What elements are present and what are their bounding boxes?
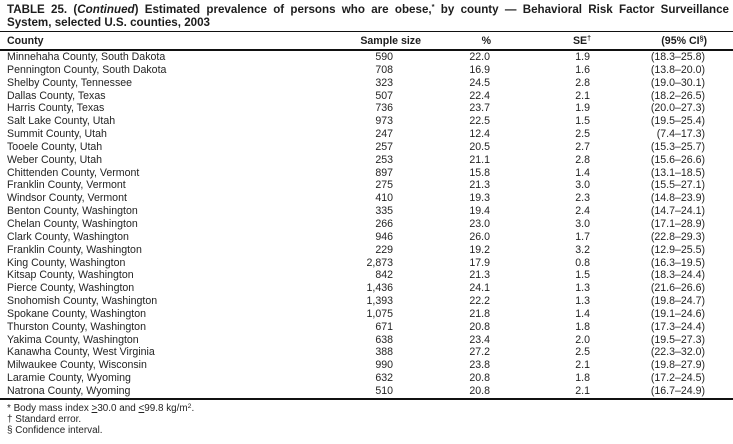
table-row <box>0 385 733 399</box>
ci-cell: (18.3–25.8) <box>650 51 705 63</box>
ci-cell: (16.7–24.9) <box>650 384 705 397</box>
sample-size-cell: 1,075 <box>366 307 393 320</box>
county-cell: Dallas County, Texas <box>7 89 106 102</box>
county-cell: Thurston County, Washington <box>7 320 146 333</box>
prevalence-table <box>0 31 733 400</box>
ci-label-close: ) <box>703 34 707 47</box>
se-cell: 2.8 <box>575 76 590 89</box>
sample-size-cell: 590 <box>375 51 393 63</box>
percent-cell: 19.3 <box>469 192 490 205</box>
asterisk-marker: * <box>7 402 11 414</box>
table-title-line2: System, selected U.S. counties, 2003 <box>7 16 210 29</box>
ci-cell: (14.8–23.9) <box>650 192 705 205</box>
title-continued-label: Continued <box>77 3 135 16</box>
footnote-text: Confidence interval. <box>12 425 103 437</box>
percent-cell: 19.2 <box>469 243 490 256</box>
sample-size-cell: 388 <box>375 346 393 359</box>
sample-size-cell: 1,393 <box>366 295 393 308</box>
dagger-marker: † <box>7 414 13 426</box>
ci-cell: (14.7–24.1) <box>650 205 705 218</box>
se-cell: 3.0 <box>575 179 590 192</box>
title-footnote-marker: * <box>431 2 435 11</box>
table-title-line1 <box>7 3 729 16</box>
se-cell: 2.8 <box>575 153 590 166</box>
ci-cell: (22.8–29.3) <box>650 230 705 243</box>
ci-cell: (19.8–24.7) <box>650 295 705 308</box>
se-cell: 1.6 <box>575 63 590 76</box>
sample-size-cell: 410 <box>375 192 393 205</box>
table-header <box>0 32 733 51</box>
se-cell: 1.3 <box>575 282 590 295</box>
se-cell: 1.3 <box>575 295 590 308</box>
county-cell: Pierce County, Washington <box>7 282 135 295</box>
percent-cell: 20.8 <box>469 372 490 385</box>
sample-size-cell: 708 <box>375 63 393 76</box>
squared-superscript: 2 <box>187 402 192 410</box>
se-cell: 2.0 <box>575 333 590 346</box>
percent-cell: 23.8 <box>469 359 490 372</box>
se-cell: 1.4 <box>575 166 590 179</box>
county-cell: Chittenden County, Vermont <box>7 166 140 179</box>
ci-footnote-marker: § <box>699 35 704 42</box>
table-row <box>0 295 733 308</box>
county-cell: Laramie County, Wyoming <box>7 372 131 385</box>
percent-cell: 22.0 <box>469 51 490 63</box>
table-row <box>0 346 733 359</box>
ci-cell: (13.8–20.0) <box>650 63 705 76</box>
se-cell: 1.9 <box>575 102 590 115</box>
sample-size-cell: 275 <box>375 179 393 192</box>
table-row <box>0 244 733 257</box>
ci-label: (95% CI <box>661 34 700 47</box>
table-row <box>0 141 733 154</box>
percent-cell: 22.5 <box>469 115 490 128</box>
table-row <box>0 257 733 270</box>
county-cell: Yakima County, Washington <box>7 333 139 346</box>
footnote-text: Body mass index <box>10 402 92 414</box>
table-body <box>0 50 733 399</box>
footnote-ci <box>7 425 733 436</box>
title-text: ) Estimated prevalence of persons who are obese, <box>134 3 432 16</box>
sample-size-cell: 638 <box>375 333 393 346</box>
percent-cell: 12.4 <box>469 128 490 141</box>
county-cell: Franklin County, Washington <box>7 243 142 256</box>
table-row <box>0 372 733 385</box>
ci-cell: (19.1–24.6) <box>650 307 705 320</box>
se-cell: 1.4 <box>575 307 590 320</box>
ci-cell: (21.6–26.6) <box>650 282 705 295</box>
column-header-percent: % <box>481 34 491 47</box>
percent-cell: 19.4 <box>469 205 490 218</box>
footnotes <box>7 403 733 437</box>
county-cell: Clark County, Washington <box>7 230 129 243</box>
title-text: TABLE 25. ( <box>7 3 78 16</box>
se-cell: 2.4 <box>575 205 590 218</box>
table-row <box>0 218 733 231</box>
county-cell: Milwaukee County, Wisconsin <box>7 359 147 372</box>
ci-cell: (17.2–24.5) <box>650 372 705 385</box>
county-cell: Weber County, Utah <box>7 153 102 166</box>
percent-cell: 21.3 <box>469 269 490 282</box>
county-cell: Kanawha County, West Virginia <box>7 346 155 359</box>
ci-cell: (12.9–25.5) <box>650 243 705 256</box>
gte-symbol: > <box>91 402 98 414</box>
table-row <box>0 308 733 321</box>
percent-cell: 21.3 <box>469 179 490 192</box>
table-row <box>0 77 733 90</box>
county-cell: Franklin County, Vermont <box>7 179 126 192</box>
column-header-ci <box>595 32 733 51</box>
se-cell: 0.8 <box>575 256 590 269</box>
se-cell: 2.5 <box>575 346 590 359</box>
column-header-se <box>495 32 595 51</box>
se-cell: 1.8 <box>575 372 590 385</box>
percent-cell: 17.9 <box>469 256 490 269</box>
percent-cell: 15.8 <box>469 166 490 179</box>
table-row <box>0 50 733 64</box>
table-row <box>0 64 733 77</box>
percent-cell: 23.0 <box>469 217 490 230</box>
percent-cell: 16.9 <box>469 63 490 76</box>
county-cell: Minnehaha County, South Dakota <box>7 51 166 63</box>
sample-size-cell: 507 <box>375 89 393 102</box>
se-footnote-marker: † <box>587 35 591 42</box>
se-cell: 1.7 <box>575 230 590 243</box>
sample-size-cell: 990 <box>375 359 393 372</box>
sample-size-cell: 229 <box>375 243 393 256</box>
se-cell: 1.5 <box>575 269 590 282</box>
ci-cell: (13.1–18.5) <box>650 166 705 179</box>
footnote-text: Standard error. <box>12 414 82 426</box>
county-cell: Spokane County, Washington <box>7 307 146 320</box>
ci-cell: (22.3–32.0) <box>650 346 705 359</box>
se-cell: 2.7 <box>575 140 590 153</box>
sample-size-cell: 510 <box>375 384 393 397</box>
se-cell: 2.1 <box>575 89 590 102</box>
county-cell: Shelby County, Tennessee <box>7 76 133 89</box>
se-cell: 1.5 <box>575 115 590 128</box>
county-cell: Harris County, Texas <box>7 102 105 115</box>
county-cell: King County, Washington <box>7 256 126 269</box>
footnote-se <box>7 414 733 425</box>
se-cell: 3.2 <box>575 243 590 256</box>
se-cell: 2.1 <box>575 384 590 397</box>
percent-cell: 20.8 <box>469 384 490 397</box>
county-cell: Natrona County, Wyoming <box>7 384 131 397</box>
table-row <box>0 231 733 244</box>
se-cell: 2.1 <box>575 359 590 372</box>
percent-cell: 26.0 <box>469 230 490 243</box>
table-row <box>0 167 733 180</box>
percent-cell: 21.1 <box>469 153 490 166</box>
sample-size-cell: 253 <box>375 153 393 166</box>
sample-size-cell: 247 <box>375 128 393 141</box>
sample-size-cell: 257 <box>375 140 393 153</box>
county-cell: Chelan County, Washington <box>7 217 138 230</box>
ci-cell: (7.4–17.3) <box>656 128 705 141</box>
header-row <box>0 32 733 51</box>
table-row <box>0 90 733 103</box>
table-row <box>0 128 733 141</box>
se-cell: 3.0 <box>575 217 590 230</box>
sample-size-cell: 632 <box>375 372 393 385</box>
sample-size-cell: 946 <box>375 230 393 243</box>
lte-symbol: < <box>138 402 145 414</box>
se-cell: 2.3 <box>575 192 590 205</box>
table-row <box>0 282 733 295</box>
table-row <box>0 154 733 167</box>
sample-size-cell: 2,873 <box>366 256 393 269</box>
table-row <box>0 334 733 347</box>
table-title <box>7 3 729 29</box>
county-cell: Tooele County, Utah <box>7 140 103 153</box>
footnote-bmi <box>7 403 733 414</box>
column-header-sample-size: Sample size <box>360 34 421 47</box>
county-cell: Snohomish County, Washington <box>7 295 158 308</box>
sample-size-cell: 323 <box>375 76 393 89</box>
se-label: SE <box>572 34 588 47</box>
title-text: by county — Behavioral Risk Factor Surveillance <box>434 3 729 16</box>
percent-cell: 20.8 <box>469 320 490 333</box>
ci-cell: (17.3–24.4) <box>650 320 705 333</box>
ci-cell: (19.5–25.4) <box>650 115 705 128</box>
table-row <box>0 115 733 128</box>
se-cell: 1.9 <box>575 51 590 63</box>
table-row <box>0 102 733 115</box>
percent-cell: 20.5 <box>469 140 490 153</box>
se-cell: 1.8 <box>575 320 590 333</box>
ci-cell: (15.3–25.7) <box>650 140 705 153</box>
sample-size-cell: 335 <box>375 205 393 218</box>
ci-cell: (17.1–28.9) <box>650 217 705 230</box>
table-row <box>0 321 733 334</box>
percent-cell: 27.2 <box>469 346 490 359</box>
se-cell: 2.5 <box>575 128 590 141</box>
county-cell: Pennington County, South Dakota <box>7 63 167 76</box>
sample-size-cell: 973 <box>375 115 393 128</box>
footnote-text: 30.0 and <box>97 402 139 414</box>
percent-cell: 21.8 <box>469 307 490 320</box>
sample-size-cell: 897 <box>375 166 393 179</box>
section-marker: § <box>7 425 13 437</box>
ci-cell: (19.5–27.3) <box>650 333 705 346</box>
ci-cell: (15.6–26.6) <box>650 153 705 166</box>
ci-cell: (18.3–24.4) <box>650 269 705 282</box>
county-cell: Salt Lake County, Utah <box>7 115 116 128</box>
table-row <box>0 192 733 205</box>
footnote-text: 99.8 kg/m <box>144 402 188 414</box>
sample-size-cell: 842 <box>375 269 393 282</box>
table-row <box>0 269 733 282</box>
county-cell: Windsor County, Vermont <box>7 192 127 205</box>
table-row <box>0 179 733 192</box>
sample-size-cell: 266 <box>375 217 393 230</box>
percent-cell: 23.7 <box>469 102 490 115</box>
ci-cell: (15.5–27.1) <box>650 179 705 192</box>
sample-size-cell: 1,436 <box>366 282 393 295</box>
sample-size-cell: 671 <box>375 320 393 333</box>
percent-cell: 24.5 <box>469 76 490 89</box>
footnote-text: . <box>191 402 195 414</box>
county-cell: Summit County, Utah <box>7 128 107 141</box>
ci-cell: (18.2–26.5) <box>650 89 705 102</box>
column-header-county: County <box>7 34 44 47</box>
percent-cell: 22.2 <box>469 295 490 308</box>
county-cell: Benton County, Washington <box>7 205 138 218</box>
table-row <box>0 205 733 218</box>
percent-cell: 22.4 <box>469 89 490 102</box>
ci-cell: (16.3–19.5) <box>650 256 705 269</box>
ci-cell: (20.0–27.3) <box>650 102 705 115</box>
sample-size-cell: 736 <box>375 102 393 115</box>
county-cell: Kitsap County, Washington <box>7 269 134 282</box>
ci-cell: (19.0–30.1) <box>650 76 705 89</box>
ci-cell: (19.8–27.9) <box>650 359 705 372</box>
table-row <box>0 359 733 372</box>
percent-cell: 24.1 <box>469 282 490 295</box>
percent-cell: 23.4 <box>469 333 490 346</box>
